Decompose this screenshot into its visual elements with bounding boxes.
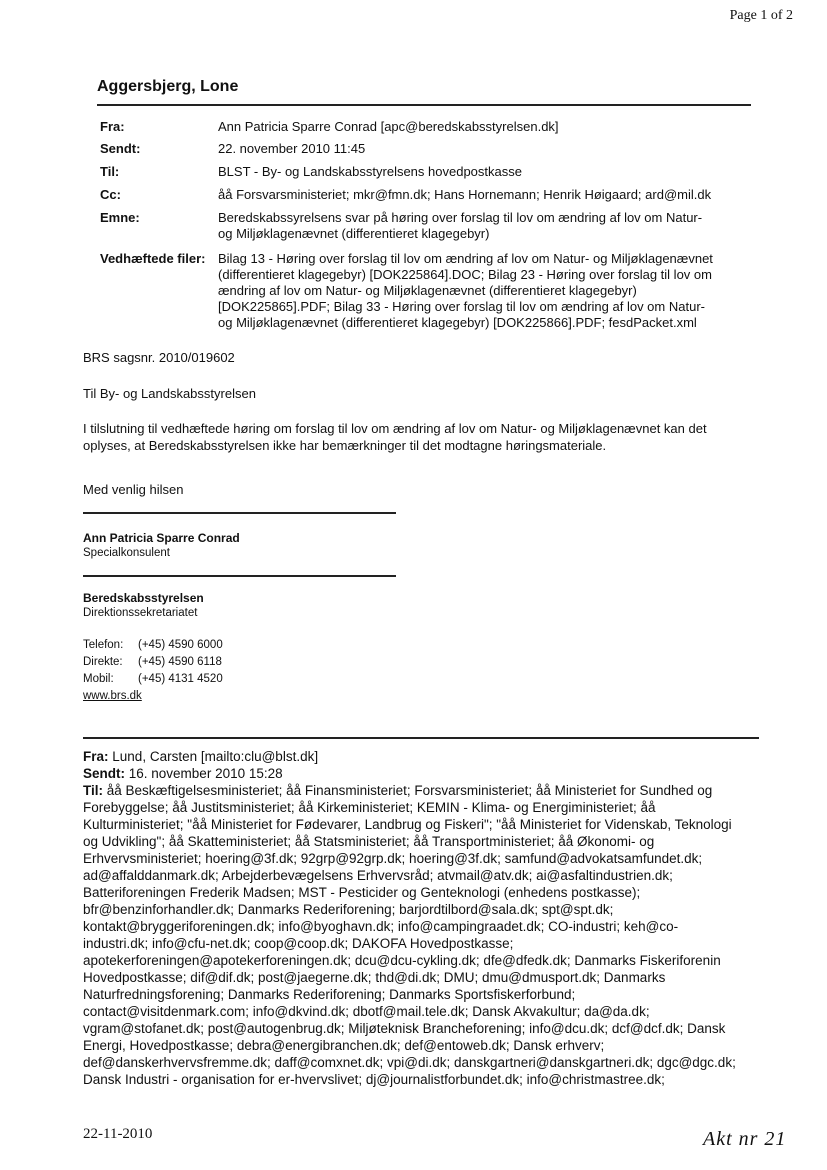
forward-til-line-12: Naturfredningsforening; Danmarks Rederiforening; Danmarks Sportsfiskerforbund; (83, 987, 576, 1002)
heading-rule (97, 104, 751, 106)
forward-til-line (83, 782, 759, 799)
mobil-value: (+45) 4131 4520 (138, 673, 223, 685)
forward-sendt-label: Sendt: (83, 766, 125, 781)
body-line-2: oplyses, at Beredskabsstyrelsen ikke har bemærkninger til det modtagne høringsmateriale. (83, 438, 607, 453)
telefon-label: Telefon: (83, 639, 124, 651)
sender-heading: Aggersbjerg, Lone (97, 78, 239, 95)
forward-fra-value: Lund, Carsten [mailto:clu@blst.dk] (112, 749, 319, 764)
forward-til-line-17: Dansk Industri - organisation for er-hvervslivet; dj@journalistforbundet.dk; info@christmastree.dk; (83, 1072, 665, 1087)
forward-rule (83, 737, 759, 739)
attachments-line-3: ændring af lov om Natur- og Miljøklagenævnet (differentieret klagegebyr) (218, 283, 637, 298)
forward-til-line-11: Hovedpostkasse; dif@dif.dk; post@jaegerne.dk; thd@di.dk; DMU; dmu@dmusport.dk; Danmarks (83, 970, 666, 985)
forward-til-line-4: Erhvervsministeriet; hoering@3f.dk; 92grp@92grp.dk; hoering@3f.dk; samfund@advokatsamfundet.dk; (83, 851, 703, 866)
forward-til-line-2: Kulturministeriet; "åå Ministeriet for Fødevarer, Landbrug og Fiskeri"; "åå Ministeriet for Videnskab, Teknologi (83, 817, 732, 832)
forward-til-line-7: bfr@benzinforhandler.dk; Danmarks Rederiforening; barjordtilbord@sala.dk; spt@spt.dk; (83, 902, 614, 917)
website-link[interactable]: www.brs.dk (83, 690, 142, 702)
sendt-label: Sendt: (100, 141, 141, 156)
footer-date: 22-11-2010 (83, 1126, 153, 1142)
forwarded-header (83, 748, 759, 1088)
forward-til-line-15: Energi, Hovedpostkasse; debra@energibranchen.dk; def@entoweb.dk; Dansk erhverv; (83, 1038, 605, 1053)
emne-label: Emne: (100, 210, 140, 225)
forward-til-block (83, 782, 759, 1088)
forward-til-line-13: contact@visitdenmark.com; info@dkvind.dk; dbotf@mail.tele.dk; Dansk Akvakultur; da@da.dk; (83, 1004, 650, 1019)
forward-til-line-6: Batteriforeningen Frederik Madsen; MST - Pesticider og Genteknologi (enhedens postkasse); (83, 885, 641, 900)
forward-til-line-8: kontakt@bryggeriforeningen.dk; info@byoghavn.dk; info@campingraadet.dk; CO-industri; keh@co- (83, 919, 679, 934)
forward-til-line-10: apotekerforeningen@apotekerforeningen.dk; dcu@dcu-cykling.dk; dfe@dfedk.dk; Danmarks Fiskeriforenin (83, 953, 721, 968)
cc-value: åå Forsvarsministeriet; mkr@fmn.dk; Hans Hornemann; Henrik Høigaard; ard@mil.dk (218, 187, 712, 202)
forward-til-line-5: ad@affalddanmark.dk; Arbejderbevægelsens Erhvervsråd; atvmail@atv.dk; ai@asfaltindustrien.dk; (83, 868, 673, 883)
forward-til-line-16: def@danskerhvervsfremme.dk; daff@comxnet.dk; vpi@di.dk; danskgartneri@danskgartneri.dk; dgc@dgc.dk; (83, 1055, 736, 1070)
forward-til-line-9: industri.dk; info@cfu-net.dk; coop@coop.dk; DAKOFA Hovedpostkasse; (83, 936, 514, 951)
vedhaeftede-label: Vedhæftede filer: (100, 251, 206, 266)
forward-sendt-line (83, 765, 759, 782)
emne-line-2: og Miljøklagenævnet (differentieret klagegebyr) (218, 226, 490, 241)
body-line-1: I tilslutning til vedhæftede høring om forslag til lov om ændring af lov om Natur- og Miljøklagenævnet kan det (83, 421, 707, 436)
handwritten-note: Akt nr 21 (703, 1128, 787, 1150)
direkte-value: (+45) 4590 6118 (138, 656, 222, 668)
mobil-label: Mobil: (83, 673, 114, 685)
til-label: Til: (100, 164, 120, 179)
fra-label: Fra: (100, 119, 125, 134)
forward-fra-line (83, 748, 759, 765)
attachments-line-2: (differentieret klagegebyr) [DOK225864].DOC; Bilag 23 - Høring over forslag til lov om (218, 267, 712, 282)
signature-org: Beredskabsstyrelsen (83, 591, 204, 605)
case-reference: BRS sagsnr. 2010/019602 (83, 350, 235, 365)
closing: Med venlig hilsen (83, 482, 184, 497)
forward-fra-label: Fra: (83, 749, 109, 764)
fra-value: Ann Patricia Sparre Conrad [apc@beredskabsstyrelsen.dk] (218, 119, 559, 134)
signature-name: Ann Patricia Sparre Conrad (83, 531, 240, 545)
cc-label: Cc: (100, 187, 121, 202)
signature-rule-top (83, 512, 396, 514)
attachments-line-4: [DOK225865].PDF; Bilag 33 - Høring over forslag til lov om ændring af lov om Natur- (218, 299, 705, 314)
greeting: Til By- og Landskabsstyrelsen (83, 386, 256, 401)
forward-til-line-14: vgram@stofanet.dk; post@autogenbrug.dk; Miljøteknisk Brancheforening; info@dcu.dk; dcf@dcf.dk; Dansk (83, 1021, 726, 1036)
til-value: BLST - By- og Landskabsstyrelsens hovedpostkasse (218, 164, 522, 179)
page-number: Page 1 of 2 (729, 8, 793, 23)
attachments-line-5: og Miljøklagenævnet (differentieret klagegebyr) [DOK225866].PDF; fesdPacket.xml (218, 315, 697, 330)
forward-til-line-1: Forebyggelse; åå Justitsministeriet; åå Kirkeministeriet; KEMIN - Klima- og Energiministeriet; åå (83, 800, 656, 815)
attachments-line-1: Bilag 13 - Høring over forslag til lov om ændring af lov om Natur- og Miljøklagenævnet (218, 251, 713, 266)
forward-til-line-3: og Udvikling"; åå Skatteministeriet; åå Statsministeriet; åå Transportministeriet; åå Økonomi- og (83, 834, 655, 849)
emne-line-1: Beredskabssyrelsens svar på høring over forslag til lov om ændring af lov om Natur- (218, 210, 703, 225)
signature-title: Specialkonsulent (83, 547, 170, 559)
forward-sendt-value: 16. november 2010 15:28 (128, 766, 283, 781)
forward-til-line-0: åå Beskæftigelsesministeriet; åå Finansministeriet; Forsvarsministeriet; åå Ministeriet for Sundhed og (106, 783, 713, 798)
sendt-value: 22. november 2010 11:45 (218, 141, 366, 156)
direkte-label: Direkte: (83, 656, 123, 668)
telefon-value: (+45) 4590 6000 (138, 639, 223, 651)
signature-rule-bottom (83, 575, 396, 577)
forward-til-label: Til: (83, 783, 103, 798)
signature-dept: Direktionssekretariatet (83, 607, 198, 619)
